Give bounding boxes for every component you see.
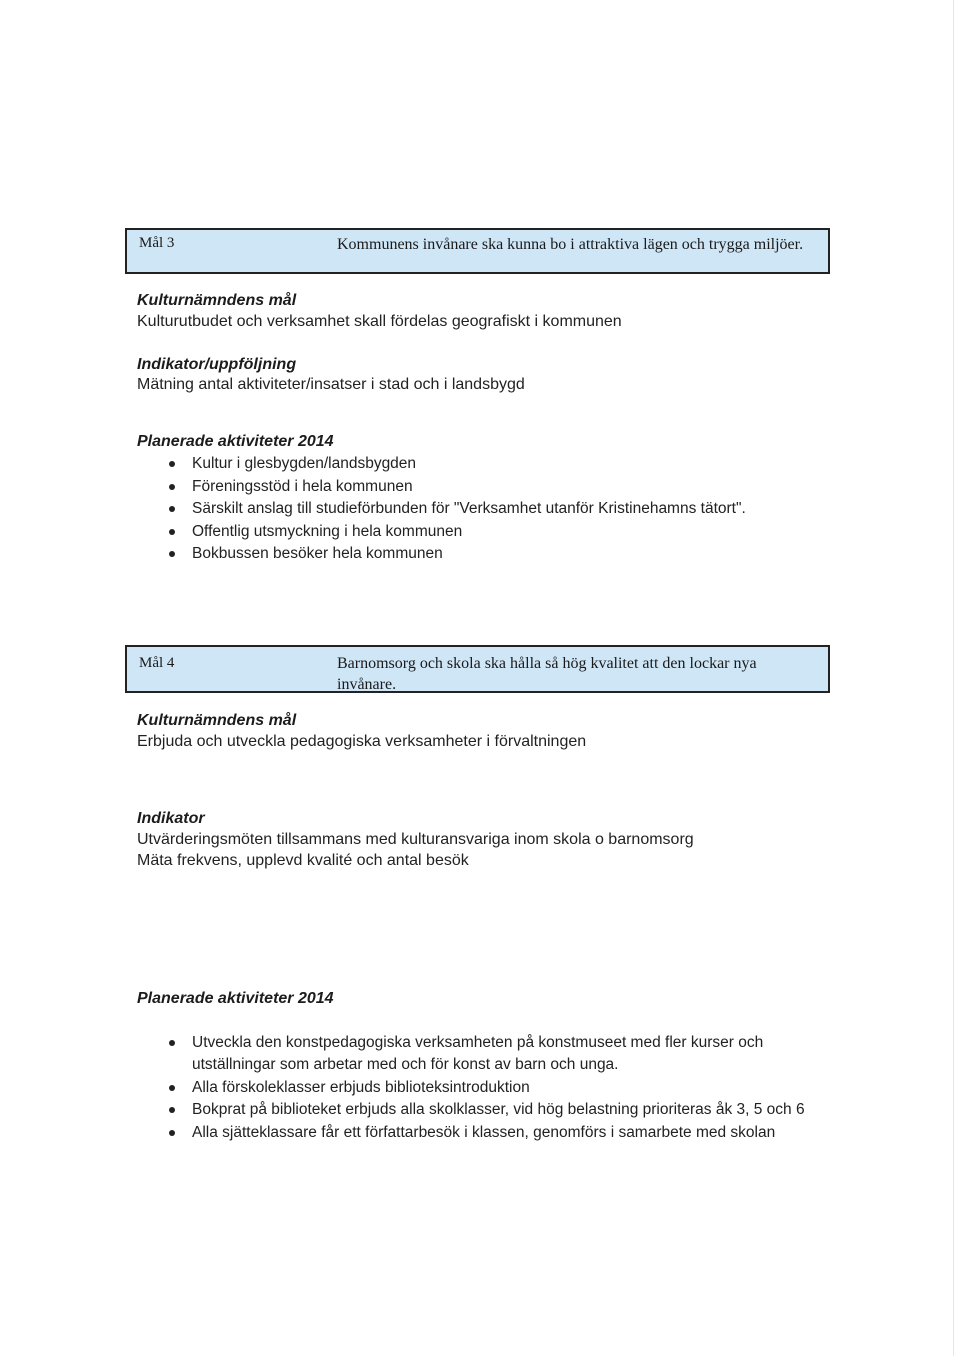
section-2-activity-list [137, 1032, 827, 1144]
list-item: Föreningsstöd i hela kommunen [137, 476, 817, 499]
section-1-mal-text: Kulturutbudet och verksamhet skall fördelas geografiskt i kommunen [137, 313, 622, 330]
section-2-indikator-line-1: Utvärderingsmöten tillsammans med kulturansvariga inom skola o barnomsorg [137, 831, 694, 848]
section-2-mal-text: Erbjuda och utveckla pedagogiska verksamheter i förvaltningen [137, 733, 587, 750]
section-2-indikator-line-2: Mäta frekvens, upplevd kvalité och antal besök [137, 852, 469, 869]
bullet-icon [169, 551, 175, 557]
list-item: Bokprat på biblioteket erbjuds alla skolklasser, vid hög belastning prioriteras åk 3, 5 och 6 [137, 1099, 827, 1121]
list-item: Alla sjätteklassare får ett författarbesök i klassen, genomförs i samarbete med skolan [137, 1122, 827, 1144]
bullet-icon [169, 529, 175, 535]
list-item: Bokbussen besöker hela kommunen [137, 543, 817, 566]
bullet-icon [169, 1040, 175, 1046]
list-item: Särskilt anslag till studieförbunden för "Verksamhet utanför Kristinehamns tätort". [137, 498, 817, 521]
goal-3-box [125, 228, 830, 274]
section-2-heading-mal: Kulturnämndens mål [137, 712, 297, 729]
bullet-icon [169, 1085, 175, 1091]
section-1-indikator-text: Mätning antal aktiviteter/insatser i stad och i landsbygd [137, 376, 525, 393]
bullet-icon [169, 484, 175, 490]
bullet-icon [169, 461, 175, 467]
bullet-icon [169, 1107, 175, 1113]
section-2-heading-indikator: Indikator [137, 810, 205, 827]
list-item: Offentlig utsmyckning i hela kommunen [137, 521, 817, 544]
goal-3-text: Kommunens invånare ska kunna bo i attraktiva lägen och trygga miljöer. [337, 236, 804, 253]
page-edge-line [953, 0, 954, 1356]
bullet-icon [169, 506, 175, 512]
list-item: Alla förskoleklasser erbjuds biblioteksintroduktion [137, 1077, 827, 1099]
goal-4-text: Barnomsorg och skola ska hålla så hög kvalitet att den lockar nya invånare. [337, 655, 757, 693]
list-item: Utveckla den konstpedagogiska verksamheten på konstmuseet med fler kurser och utställningar som arbetar med och för konst av barn och unga. [137, 1032, 827, 1076]
bullet-icon [169, 1130, 175, 1136]
goal-3-number: Mål 3 [139, 235, 175, 251]
list-item: Kultur i glesbygden/landsbygden [137, 453, 817, 476]
section-1-heading-indikator: Indikator/uppföljning [137, 356, 297, 373]
section-1-activity-list [137, 453, 817, 566]
section-1-heading-mal: Kulturnämndens mål [137, 292, 297, 309]
section-2-heading-aktiviteter: Planerade aktiviteter 2014 [137, 990, 334, 1007]
goal-4-box [125, 645, 830, 693]
section-1-heading-aktiviteter: Planerade aktiviteter 2014 [137, 433, 334, 450]
goal-4-number: Mål 4 [139, 655, 175, 671]
